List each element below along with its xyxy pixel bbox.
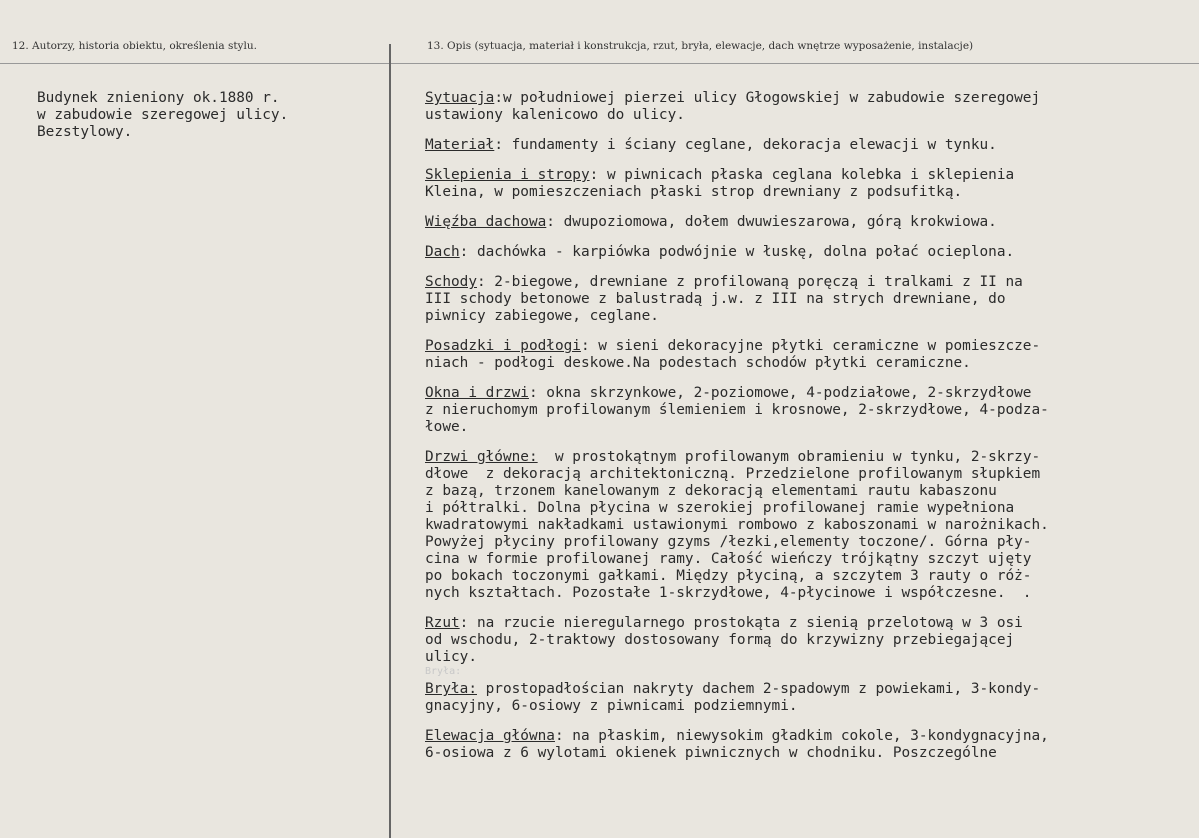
section-heading: Dach [425,244,460,260]
section-text: :w południowej pierzei ulicy Głogowskiej w zabudowie szeregowej ustawiony kalenicowo do ulicy. [425,90,1041,123]
section-floors [425,338,1175,372]
section-heading: Więźba dachowa [425,214,547,230]
section-text: : 2-biegowe, drewniane z profilowaną poręczą i tralkami z II na III schody betonowe z balustradą j.w. z III na strych drewniane, do piwnicy zabiegowe, ceglane. [425,274,1023,324]
section-roof-truss [425,214,1175,231]
section-situation [425,90,1175,124]
section-heading: Okna i drzwi [425,385,529,401]
header-divider [0,63,1199,64]
section-heading: Rzut [425,615,460,631]
section-roof [425,244,1175,261]
section-heading: Sytuacja [425,90,495,106]
section-heading: Materiał [425,137,495,153]
section-heading: Bryła: [425,681,477,697]
section-vaults [425,167,1175,201]
field-13-header: 13. Opis (sytuacja, materiał i konstrukcja, rzut, bryła, elewacje, dach wnętrze wyposażenie, instalacje) [427,40,974,52]
section-text: w prostokątnym profilowanym obramieniu w tynku, 2-skrzy- dłowe z dekoracją architektoniczną. Przedzielone profilowanym słupkiem z bazą, trzonem kanelowanym z dekoracją elementami rautu kabaszonu i półtralki. Dolna płycina w szerokiej profilowanej ramie wypełniona kwadratowymi nakładkami ustawionymi rombowo z kaboszonami w narożnikach. Powyżej płyciny profilowany gzyms /łezki,elementy toczone/. Górna pły- cina w formie profilowanej ramy. Całość wieńczy trójkątny szczyt ujęty po bokach toczonymi gałkami. Między płyciną, a szczytem 3 rauty o róż- nych kształtach. Pozostałe 1-skrzydłowe, 4-płycinowe i współczesne. . [425,449,1049,601]
section-text: : w piwnicach płaska ceglana kolebka i sklepienia Kleina, w pomieszczeniach płaski strop drewniany z podsufitką. [425,167,1015,200]
section-text: : okna skrzynkowe, 2-poziomowe, 4-podziałowe, 2-skrzydłowe z nieruchomym profilowanym ślemieniem i krosnowe, 2-skrzydłowe, 4-podza- łowe. [425,385,1049,435]
section-text: prostopadłościan nakryty dachem 2-spadowym z powiekami, 3-kondy- gnacyjny, 6-osiowy z piwnicami podziemnymi. [425,681,1041,714]
section-text: : na rzucie nieregularnego prostokąta z sienią przelotową w 3 osi od wschodu, 2-traktowy dostosowany formą do krzywizny przebiegającej ulicy. [425,615,1023,665]
column-divider [389,44,391,838]
section-text: : na płaskim, niewysokim gładkim cokole, 3-kondygnacyjna, 6-osiowa z 6 wylotami okienek piwnicznych w chodniku. Poszczególne [425,728,1049,761]
section-plan [425,615,1175,666]
history-text: Budynek znieniony ok.1880 r. w zabudowie szeregowej ulicy. Bezstylowy. [37,90,289,140]
section-stairs [425,274,1175,325]
section-text: : dwupoziomowa, dołem dwuwieszarowa, górą krokwiowa. [546,214,997,230]
section-text: : w sieni dekoracyjne płytki ceramiczne w pomieszcze- niach - podłogi deskowe.Na podestach schodów płytki ceramiczne. [425,338,1041,371]
section-material [425,137,1175,154]
field-12-header: 12. Autorzy, historia obiektu, określenia stylu. [12,40,257,52]
section-heading: Drzwi główne: [425,449,538,465]
section-heading: Posadzki i podłogi [425,338,581,354]
description-column [425,90,1175,775]
section-heading: Schody [425,274,477,290]
section-heading: Sklepienia i stropy [425,167,590,183]
section-text: : fundamenty i ściany ceglane, dekoracja elewacji w tynku. [494,137,997,153]
section-main-elevation [425,728,1175,762]
section-text: : dachówka - karpiówka podwójnie w łuskę, dolna połać ocieplona. [459,244,1015,260]
section-heading: Elewacja główna [425,728,555,744]
faint-bleed-text: Bryła: [425,666,462,677]
section-massing [425,681,1175,715]
section-main-door [425,449,1175,602]
section-windows-doors [425,385,1175,436]
